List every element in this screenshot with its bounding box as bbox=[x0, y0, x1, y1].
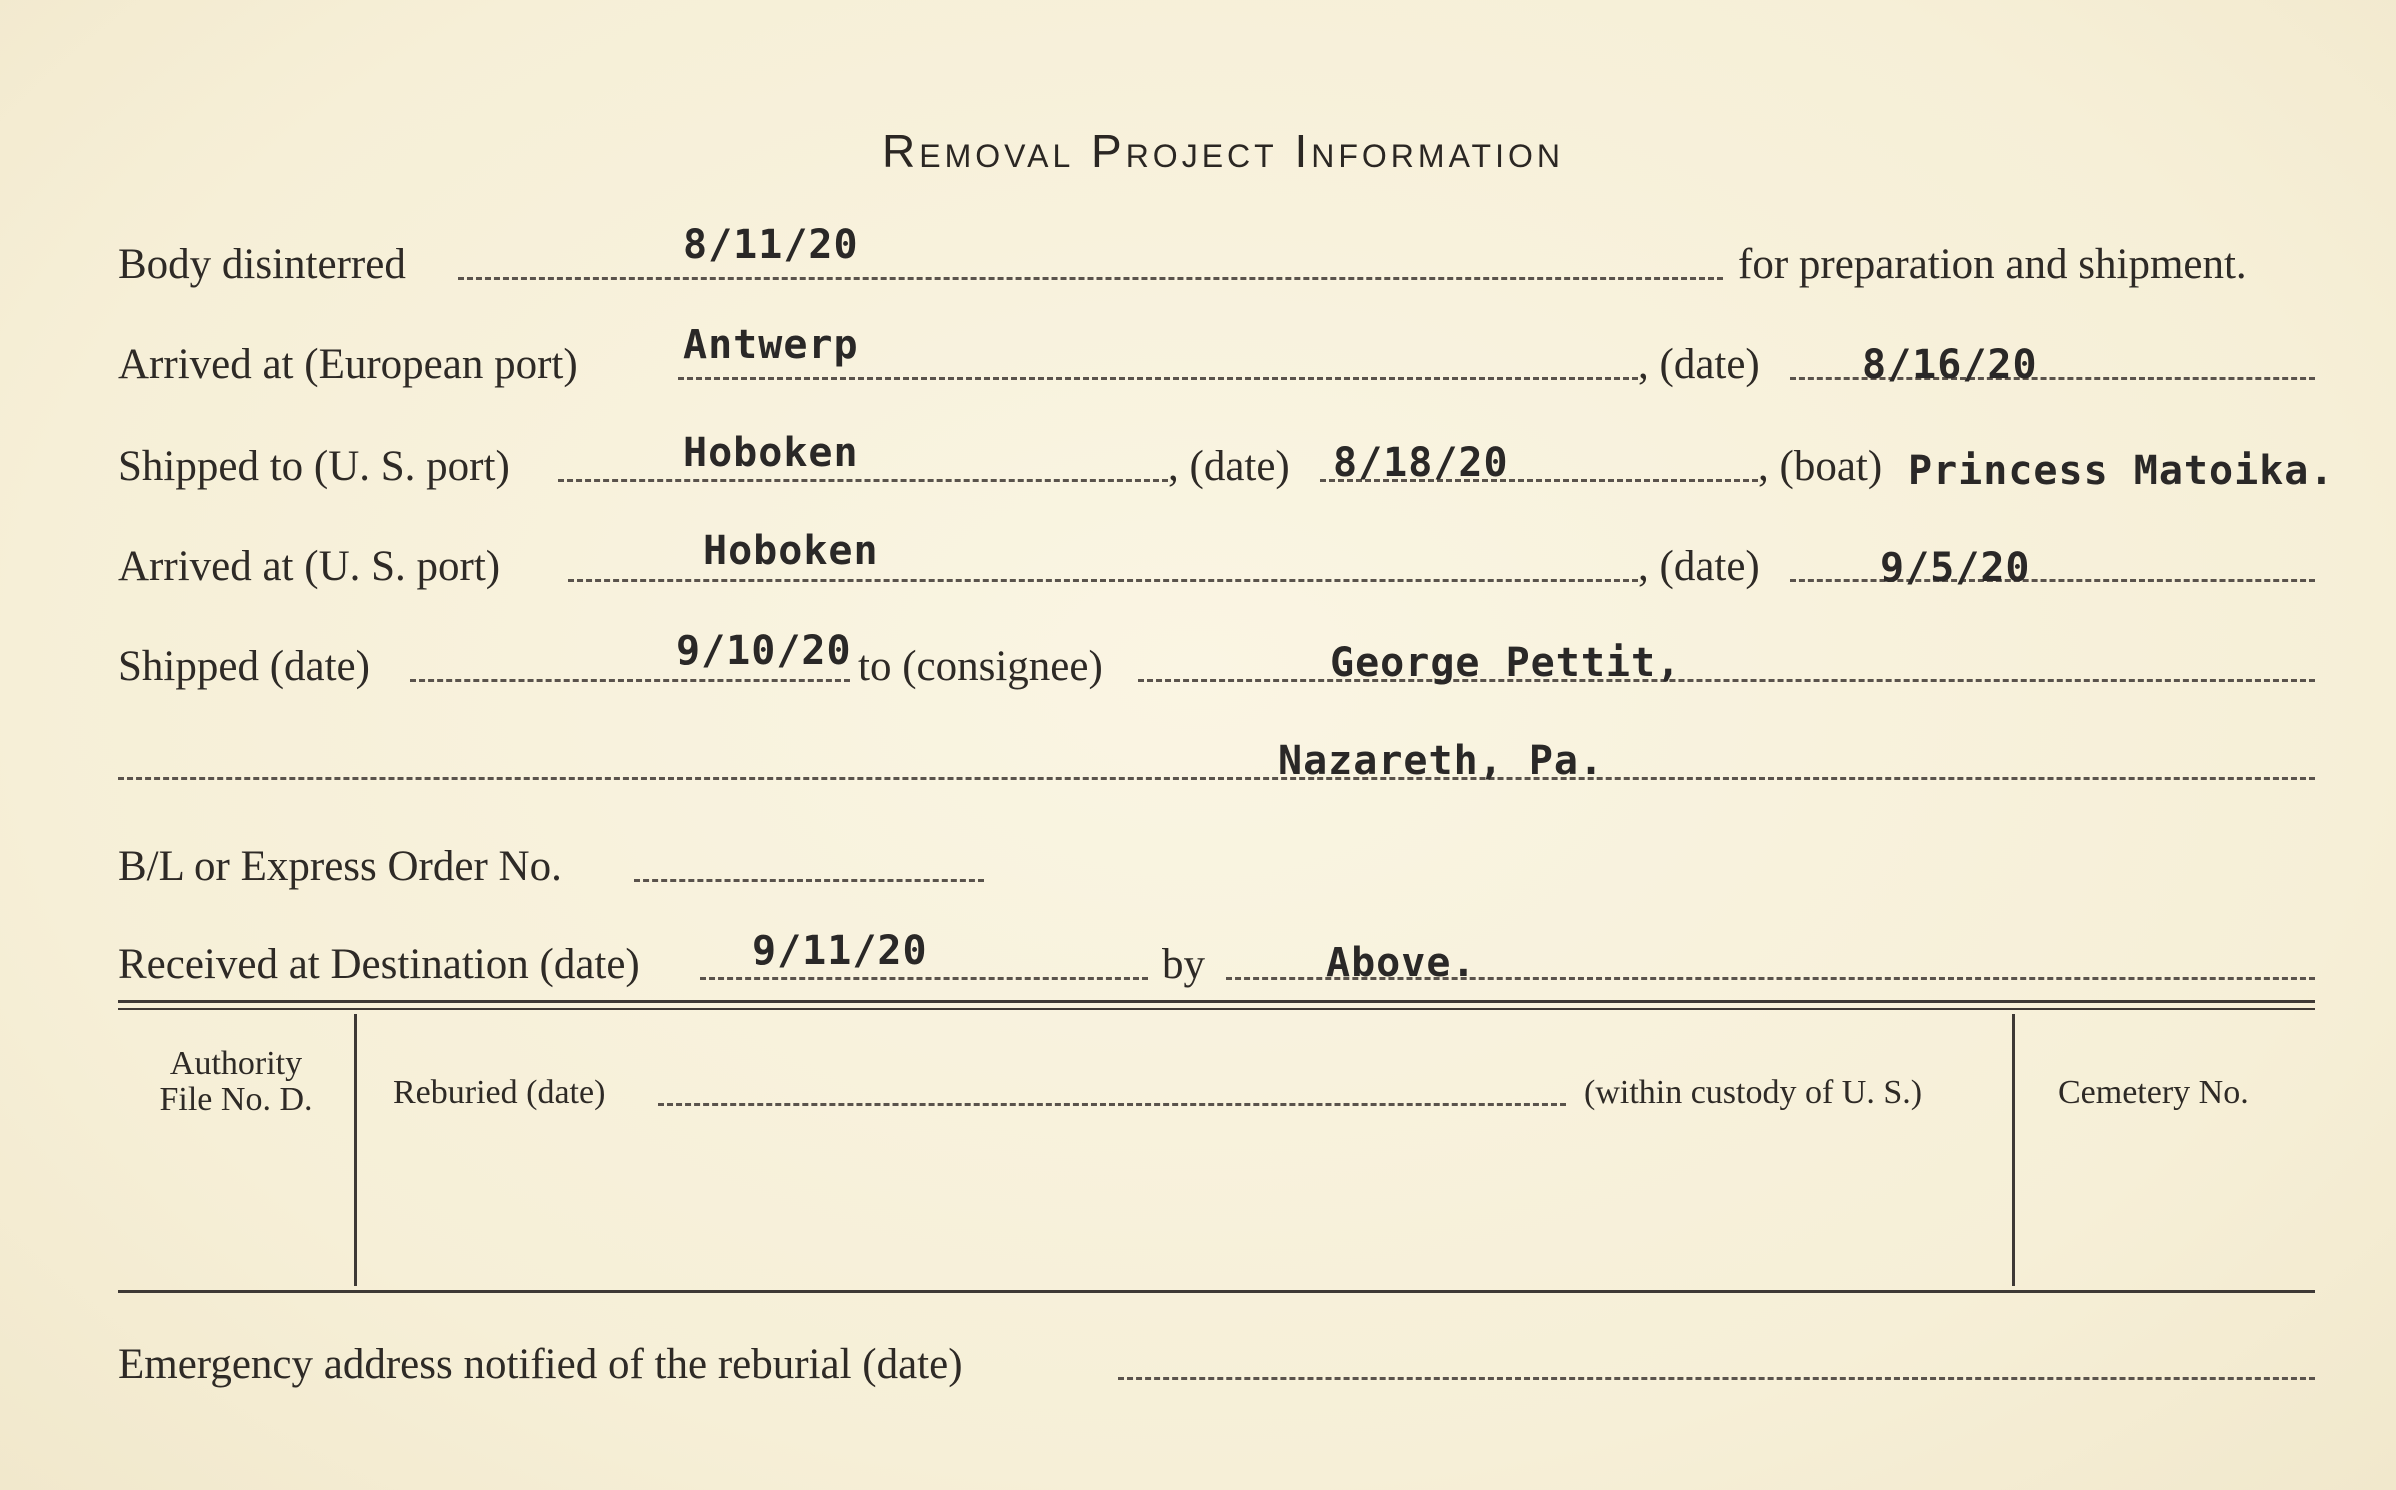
custody-label: (within custody of U. S.) bbox=[1584, 1074, 1923, 1111]
table-divider-left bbox=[354, 1014, 357, 1286]
shipped-to-date-value: 8/18/20 bbox=[1333, 440, 1509, 486]
received-label: Received at Destination (date) bbox=[118, 941, 640, 988]
shipped-to-value: Hoboken bbox=[683, 430, 859, 476]
shipped-to-boat-value: Princess Matoika. bbox=[1908, 448, 2335, 494]
arrived-european-label: Arrived at (European port) bbox=[118, 341, 578, 388]
table-divider-right bbox=[2012, 1014, 2015, 1286]
arrived-european-date-value: 8/16/20 bbox=[1862, 342, 2038, 388]
disinterred-value: 8/11/20 bbox=[683, 222, 859, 268]
arrived-us-label: Arrived at (U. S. port) bbox=[118, 543, 501, 590]
arrived-european-value: Antwerp bbox=[683, 322, 859, 368]
arrived-european-line bbox=[678, 377, 1638, 380]
arrived-us-date-value: 9/5/20 bbox=[1880, 545, 2031, 591]
shipped-to-label: Shipped to (U. S. port) bbox=[118, 443, 510, 490]
consignee-value: George Pettit, bbox=[1330, 640, 1682, 686]
arrived-us-date-line bbox=[1790, 579, 2315, 582]
emergency-line bbox=[1118, 1377, 2315, 1380]
arrived-us-value: Hoboken bbox=[703, 528, 879, 574]
received-by-label: by bbox=[1162, 941, 1205, 988]
bl-order-label: B/L or Express Order No. bbox=[118, 843, 562, 890]
shipped-to-line bbox=[558, 479, 1168, 482]
authority-label bbox=[128, 1046, 344, 1118]
shipped-date-label: Shipped (date) bbox=[118, 643, 370, 690]
cemetery-label: Cemetery No. bbox=[2058, 1074, 2249, 1111]
arrived-european-date-label: , (date) bbox=[1638, 341, 1760, 388]
disinterred-label: Body disinterred bbox=[118, 241, 406, 288]
arrived-us-date-label: , (date) bbox=[1638, 543, 1760, 590]
authority-label-line-1: Authority bbox=[169, 1045, 303, 1082]
reburied-line bbox=[658, 1103, 1566, 1106]
shipped-to-boat-label: , (boat) bbox=[1758, 443, 1883, 490]
bl-order-line bbox=[634, 879, 984, 882]
received-by-value: Above. bbox=[1326, 940, 1477, 986]
table-bottom-rule bbox=[118, 1290, 2315, 1293]
disinterred-suffix: for preparation and shipment. bbox=[1738, 241, 2247, 288]
shipped-date-value: 9/10/20 bbox=[676, 628, 852, 674]
table-top-rule-1 bbox=[118, 1000, 2315, 1003]
reburied-label: Reburied (date) bbox=[393, 1074, 606, 1111]
shipped-to-date-label: , (date) bbox=[1168, 443, 1290, 490]
disinterred-line bbox=[458, 277, 1723, 280]
emergency-label: Emergency address notified of the reburial (date) bbox=[118, 1341, 963, 1388]
authority-label-line-2: File No. D. bbox=[159, 1081, 313, 1118]
received-value: 9/11/20 bbox=[752, 928, 928, 974]
arrived-us-line bbox=[568, 579, 1638, 582]
consignee-line bbox=[1138, 679, 2315, 682]
received-line bbox=[700, 977, 1148, 980]
card-title: Removal Project Information bbox=[882, 125, 1564, 177]
consignee-label: to (consignee) bbox=[858, 643, 1103, 690]
shipped-date-line bbox=[410, 679, 850, 682]
table-top-rule-2 bbox=[118, 1008, 2315, 1010]
consignee-address-line bbox=[118, 777, 2315, 780]
consignee-address: Nazareth, Pa. bbox=[1278, 738, 1605, 784]
